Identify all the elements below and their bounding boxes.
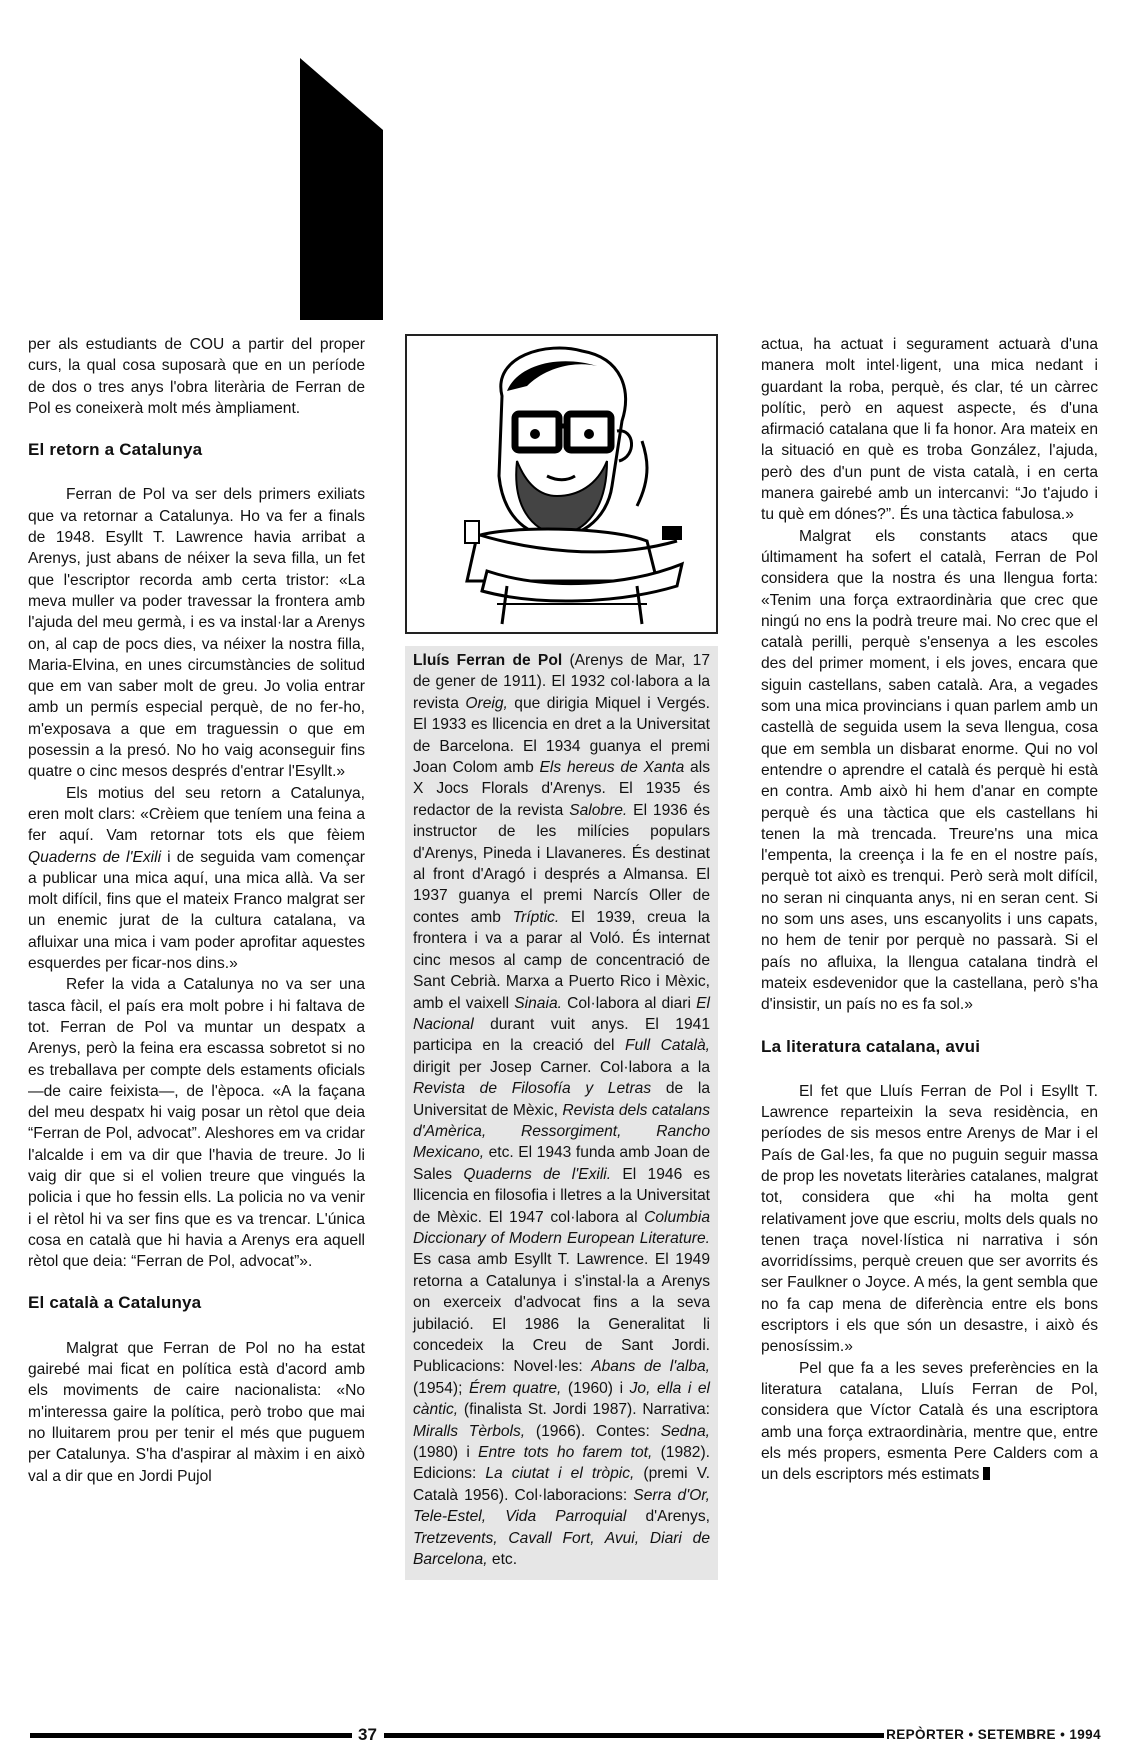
left-column — [28, 334, 365, 1487]
biography-box: Lluís Ferran de Pol (Arenys de Mar, 17 de gener de 1911). El 1932 col·labora a la revista Oreig, que dirigia Miquel i Vergés. El 1933 es llicencia en dret a la Universitat de Barcelona. El 1934 guanya el premi Joan Colom amb Els hereus de Xanta als X Jocs Florals d'Arenys. El 1935 és redactor de la revista Salobre. El 1936 és instructor de les milícies populars d'Arenys, Pineda i Llavaneres. És destinat al front d'Aragó i després a Almansa. El 1937 guanya el premi Narcís Oller de contes amb Tríptic. El 1939, creua la frontera i va a parar al Voló. És internat cinc mesos al camp de concentració de Sant Cebrià. Marxa a Puerto Rico i Mèxic, amb el vaixell Sinaia. Col·labora al diari El Nacional durant vuit anys. El 1941 participa en la creació del Full Català, dirigit per Josep Carner. Col·labora a la Revista de Filosofía y Letras de la Universitat de Mèxic, Revista dels catalans d'Amèrica, Ressorgiment, Rancho Mexicano, etc. El 1943 funda amb Joan de Sales Quaderns de l'Exili. El 1946 es llicencia en filosofia i lletres a la Universitat de Mèxic. El 1947 col·labora al Columbia Diccionary of Modern European Literature. Es casa amb Esyllt T. Lawrence. El 1949 retorna a Catalunya i s'instal·la a Arenys on exerceix d'advocat fins a la seva jubilació. El 1986 la Generalitat li concedeix la Creu de Sant Jordi. Publicacions: Novel·les: Abans de l'alba, (1954); Érem quatre, (1960) i Jo, ella i el càntic, (finalista St. Jordi 1987). Narrativa: Miralls Tèrbols, (1966). Contes: Sedna, (1980) i Entre tots ho farem tot, (1982). Edicions: La ciutat i el tròpic, (premi V. Català 1956). Col·laboracions: Serra d'Or, Tele-Estel, Vida Parroquial d'Arenys, Tretzevents, Cavall Fort, Avui, Diari de Barcelona, etc. — [405, 646, 718, 1580]
page-number: 37 — [358, 1725, 377, 1744]
paragraph-right-4: Pel que fa a les seves preferències en la literatura catalana, Lluís Ferran de Pol, considera que Víctor Català és una escriptora amb una força extraordinària, mentre que, entre els més propers, esmenta Pere Calders com a un dels escriptors més estimats — [761, 1359, 1098, 1484]
footer-rule-left — [30, 1733, 352, 1738]
paragraph-right-2: Malgrat els constants atacs que últimament ha sofert el català, Ferran de Pol considera que la nostra és una llengua forta: «Tenim una força extraordinària que crec que ningú no ens la podrà treure mai. No crec que el català perilli, perquè s'ensenya a les escoles des del primer moment, i els joves, encara que siguin castellans, saben català. Ara, a vegades som una mica provincians i quan parlem amb un castellà de seguida usem la seva llengua, cosa que em sembla un disbarat enorme. Qui no vol entendre o aprendre el català és perquè hi està en contra. Amb això hi hem d'anar en compte perquè és una tàctica que els castellans hi tenen la mà trencada. Treure'ns una mica l'empenta, la creença i la fe en el nostre país, perquè tot això es trenqui. Però serà molt difícil, no seran ni cinquanta anys, ni en seran cent. Si no som uns ases, uns escanyolits i uns capats, no hem de tenir por perquè no passarà. Si el país no afluixa, la llengua catalana tindrà el mateix esdevenidor que la castellana, però s'ha d'insistir, un país no es fa sol.» — [761, 527, 1098, 1014]
heading-retorn: El retorn a Catalunya — [28, 440, 203, 460]
end-mark-icon — [983, 1467, 990, 1480]
paragraph-intro: per als estudiants de COU a partir del proper curs, la qual cosa suposarà que en un període de dos o tres anys l'obra literària de Ferran de Pol es coneixerà molt més àmpliament. — [28, 336, 365, 417]
paragraph-catala: Malgrat que Ferran de Pol no ha estat gairebé mai ficat en política està d'acord amb els moviments de caire nacionalista: «No m'interessa gaire la política, però trobo que mai no lluitarem prou per tenir el més que puguem per Catalunya. S'ha d'aspirar al màxim i en això val a dir que en Jordi Pujol — [28, 1339, 365, 1485]
middle-column — [405, 334, 718, 1580]
paragraph-retorn-1: Ferran de Pol va ser dels primers exiliats que va retornar a Catalunya. Ho va fer a finals de 1948. Esyllt T. Lawrence havia arribat a Arenys, just abans de néixer la seva filla, un fet que l'escriptor recorda amb certa tristor: «La meva muller va poder travessar la frontera amb l'ajuda del meu germà, i es va instal·lar a Arenys on, al cap de pocs dies, va néixer la nostra filla, Maria-Elvina, en unes circumstàncies de solitud que em van saber molt de greu. Jo volia entrar amb un permís especial perquè, de no fer-ho, m'exposava a que em traguessin o que em posessin a la presó. No ho vaig aconseguir fins quatre o cinc mesos després d'entrar l'Esyllt.» — [28, 486, 365, 781]
right-column — [761, 334, 1098, 1485]
paragraph-right-1: actua, ha actuat i segurament actuarà d'una manera molt intel·ligent, una mica nedant i guardant la roba, perquè, és clar, té un càrrec polític, però en aquest aspecte, és d'una afirmació catalana que li fa honor. Ara mateix en la situació en què es troba González, l'ajuda, però des d'un punt de vista català, i en certa manera gairebé amb un intercanvi: “Jo t'ajudo i tu què em dónes?”. És una tàctica fabulosa.» — [761, 336, 1098, 524]
heading-catala: El català a Catalunya — [28, 1293, 202, 1313]
paragraph-retorn-3: Refer la vida a Catalunya no va ser una tasca fàcil, el país era molt pobre i hi faltava de tot. Ferran de Pol va muntar un despatx a Arenys, però la feina era escassa sobretot si no es treballava per compte dels estaments oficials —de caire feixista—, de l'època. «A la façana del meu despatx hi vaig posar un rètol que deia “Ferran de Pol, advocat”. Aleshores em va cridar l'alcalde i em va dir que l'havia de treure. Jo li vaig dir que si el volien treure que vingués la policia i que ho fessin ells. La policia no va venir i el rètol hi va ser fins que es va trencar. L'única cosa en català que hi havia a Arenys era aquell rètol que deia: “Ferran de Pol, advocat”». — [28, 976, 365, 1271]
footer-rule-right — [384, 1733, 884, 1738]
magazine-footer: REPÒRTER • SETEMBRE • 1994 — [886, 1727, 1101, 1742]
caricature-illustration — [405, 334, 718, 634]
caricature-drawing — [407, 336, 716, 632]
decorative-block-shape — [300, 58, 383, 320]
paragraph-retorn-2: Els motius del seu retorn a Catalunya, eren molt clars: «Crèiem que teníem una feina a fer aquí. Vam retornar tots els que fèiem Quaderns de l'Exili i de seguida vam començar a publicar una mica aquí, una mica allà. Va ser molt difícil, fins que el mateix Franco malgrat ser un enemic jurat de la cultura catalana, va afluixar una mica i vam poder aprofitar aquestes esquerdes per ficar-nos dins.» — [28, 784, 365, 973]
heading-literatura: La literatura catalana, avui — [761, 1036, 981, 1056]
paragraph-right-3: El fet que Lluís Ferran de Pol i Esyllt T. Lawrence reparteixin la seva residència, en períodes de sis mesos entre Arenys de Mar i el País de Gal·les, fa que no puguin seguir massa de prop les novetats literàries catalanes, malgrat tot, considera que «hi ha molta gent relativament jove que escriu, molts dels quals no tenen traça novel·lística ni narrativa i són avorridíssims, perquè creuen que ser avorrits és ser Faulkner o Joyce. A més, la gent sembla que no fa cap mena de diferència entre els bons escriptors i els que són un desastre, i això és penosíssim.» — [761, 1082, 1098, 1356]
page-footer — [0, 1725, 1125, 1745]
